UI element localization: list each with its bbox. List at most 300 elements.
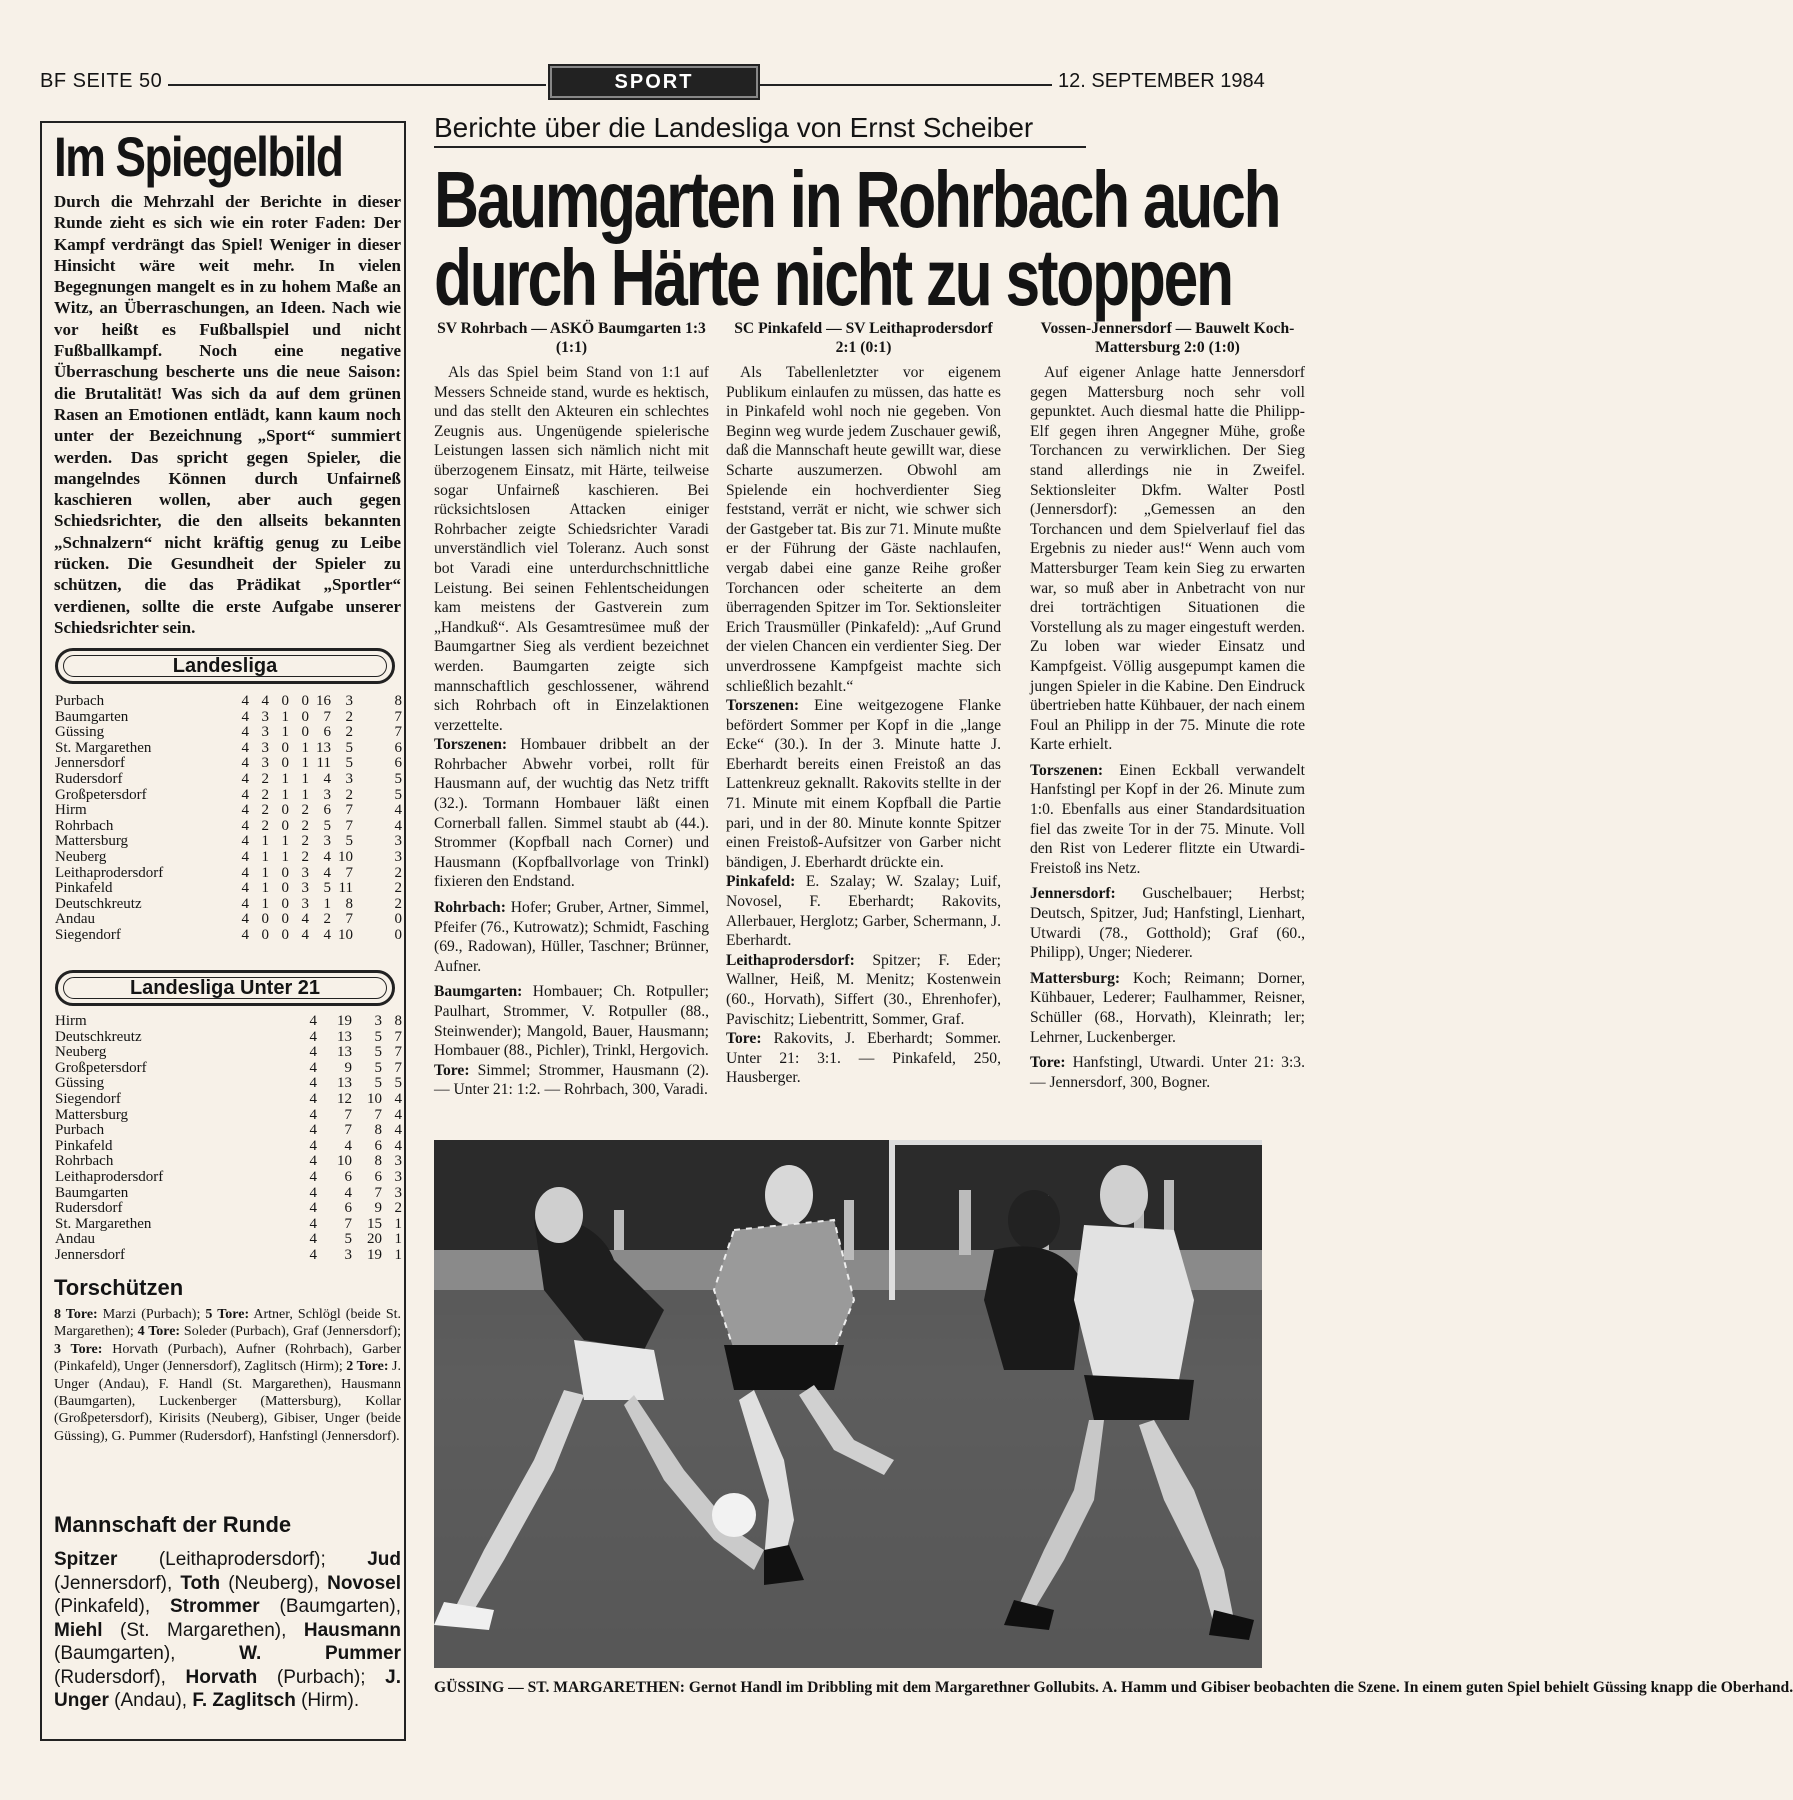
scorers-label: 4 Tore:	[137, 1324, 181, 1340]
table-cell: 4	[309, 1075, 317, 1092]
table-cell: 4	[394, 1137, 402, 1154]
team-name: Rohrbach	[55, 1153, 114, 1170]
table-cell: 8	[374, 1122, 382, 1139]
match-photo-illustration	[434, 1140, 1262, 1668]
table-cell: 4	[309, 1153, 317, 1170]
photo-caption	[434, 1678, 1793, 1698]
team-name: Rudersdorf	[55, 770, 123, 787]
table-cell: 1	[281, 833, 289, 850]
player-club: (Neuberg),	[220, 1572, 328, 1594]
table-cell: 2	[261, 802, 269, 819]
table-row	[55, 1092, 400, 1108]
table-cell: 1	[301, 786, 309, 803]
table-cell: 7	[345, 802, 353, 819]
table-cell: 3	[323, 786, 331, 803]
table-cell: 2	[345, 708, 353, 725]
table-cell: 0	[261, 911, 269, 928]
table-row	[55, 1154, 400, 1170]
team-name: Andau	[55, 911, 95, 928]
table-row	[55, 1030, 400, 1046]
headline-line-2: durch Härte nicht zu stoppen	[434, 233, 1232, 322]
table-cell: 7	[344, 1122, 352, 1139]
table-cell: 0	[394, 926, 402, 943]
team-name: Jennersdorf	[55, 1246, 125, 1263]
table-cell: 4	[241, 693, 249, 709]
table-cell: 4	[309, 1137, 317, 1154]
player-club: (Andau),	[108, 1690, 193, 1711]
table-cell: 9	[374, 1200, 382, 1217]
table-cell: 3	[394, 833, 402, 850]
team-name: Leithaprodersdorf	[55, 1168, 164, 1185]
table-cell: 7	[345, 817, 353, 834]
table-cell: 7	[374, 1184, 382, 1201]
caption-text: Gernot Handl im Dribbling mit dem Margarethner Gollubits. A. Hamm und Gibiser beobachten die Szene. In einem guten Spiel behielt Güssing knapp die Oberhand.	[684, 1679, 1793, 1696]
issue-date: 12. SEPTEMBER 1984	[1058, 70, 1265, 92]
table-cell: 6	[374, 1168, 382, 1185]
table-cell: 0	[281, 864, 289, 881]
table-cell: 7	[394, 708, 402, 725]
table-row	[55, 912, 400, 928]
table-cell: 7	[344, 1106, 352, 1123]
table-cell: 2	[301, 833, 309, 850]
report-text: Koch; Reimann; Dorner, Kühbauer, Lederer; Faulhammer, Reisner, Schüller (68., Horvath), Kleinrath; ler; Lehrner, Luckenberger.	[1030, 969, 1305, 1046]
table-cell: 4	[301, 926, 309, 943]
report-pinkafeld-leithaprodersdorf	[726, 319, 1001, 1088]
table-row	[55, 1123, 400, 1139]
table-cell: 5	[345, 833, 353, 850]
table-row	[55, 772, 400, 788]
report-text: Simmel; Strommer, Hausmann (2). — Unter 21: 1:2. — Rohrbach, 300, Varadi.	[434, 1061, 709, 1099]
report-label: Pinkafeld:	[726, 873, 796, 891]
editorial-title: Im Spiegelbild	[54, 125, 343, 188]
player-name: F. Zaglitsch	[192, 1690, 296, 1711]
table-cell: 7	[394, 1028, 402, 1045]
table-cell: 2	[261, 786, 269, 803]
section-label: SPORT	[548, 64, 760, 100]
u21-table	[55, 1014, 400, 1264]
table-cell: 5	[323, 880, 331, 897]
table-cell: 4	[323, 770, 331, 787]
table-cell: 13	[337, 1044, 352, 1061]
report-text: Hofer; Gruber, Artner, Simmel, Pfeifer (76., Kutrowatz); Schmidt, Fasching (69., Radowan), Hüller, Taschner; Brünner, Aufner.	[434, 899, 709, 975]
table-cell: 13	[337, 1075, 352, 1092]
table-cell: 7	[344, 1215, 352, 1232]
table-cell: 5	[394, 770, 402, 787]
scorers-title: Torschützen	[54, 1275, 184, 1300]
table-cell: 0	[281, 926, 289, 943]
editorial-body: Durch die Mehrzahl der Berichte in dieser Runde zieht es sich wie ein roter Faden: Der Kampf verdrängt das Spiel! Weniger in dieser Hinsicht wäre weit mehr. In vielen Begegnungen mangelt es in zu hohem Maße an Witz, an Überraschungen, an Ideen. Nach wie vor heißt es Fußballspiel und nicht Fußballkampf. Noch eine negative Überraschung bescherte uns die neue Saison: die Brutalität! Was sich da auf dem grünen Rasen an Emotionen entlädt, kann kaum noch unter der Bezeichnung „Sport“ summiert werden. Das spricht gegen Spieler, die mangelndes Können durch Unfairneß kaschieren wollen, aber auch gegen Schiedsrichter, die den allseits bekannten „Schnalzern“ nicht kräftig genug zu Leibe rücken. Die Gesundheit der Spieler zu schützen, die das Prädikat „Sportler“ verdienen, sollte die erste Aufgabe unserer Schiedsrichter sein.	[54, 192, 401, 637]
table-cell: 4	[344, 1184, 352, 1201]
table-cell: 0	[281, 895, 289, 912]
team-name: Großpetersdorf	[55, 1059, 147, 1076]
table-row	[55, 710, 400, 726]
table-cell: 2	[261, 817, 269, 834]
table-cell: 3	[394, 1184, 402, 1201]
player-name: W. Pummer	[239, 1643, 401, 1664]
table-cell: 4	[241, 802, 249, 819]
report-text: Hombauer dribbelt an der Rohrbacher Abwehr vorbei, rollt für Hausmann auf, der wuchtig das Netz trifft (32.). Tormann Hombauer läßt einen Cornerball fallen. Simmel staubt ab (44.). Strommer (Kopfball nach Corner) und Hausmann (Kopfballvorlage von Trinkl) fixieren den Endstand.	[434, 736, 709, 891]
team-name: Rohrbach	[55, 817, 114, 834]
table-cell: 0	[281, 911, 289, 928]
table-cell: 4	[309, 1059, 317, 1076]
table-cell: 4	[309, 1028, 317, 1045]
table-cell: 4	[309, 1184, 317, 1201]
table-row	[55, 819, 400, 835]
table-cell: 20	[367, 1231, 382, 1248]
scorers-text: Marzi (Purbach);	[97, 1307, 206, 1322]
team-name: Jennersdorf	[55, 755, 125, 772]
table-cell: 6	[323, 724, 331, 741]
table-row	[55, 1232, 400, 1248]
table-cell: 3	[344, 1246, 352, 1263]
table-cell: 4	[309, 1215, 317, 1232]
table-cell: 1	[261, 864, 269, 881]
table-cell: 6	[344, 1200, 352, 1217]
table-cell: 4	[309, 1200, 317, 1217]
report-label: Jennersdorf:	[1030, 885, 1116, 903]
table-cell: 4	[309, 1013, 317, 1029]
report-jennersdorf-mattersburg	[1030, 319, 1305, 1092]
player-name: Novosel	[327, 1572, 402, 1594]
report-label: Tore:	[1030, 1054, 1066, 1072]
scorers-label: 2 Tore:	[346, 1359, 389, 1375]
table-cell: 4	[241, 786, 249, 803]
table-cell: 0	[301, 708, 309, 725]
table-cell: 7	[394, 724, 402, 741]
table-cell: 0	[281, 817, 289, 834]
table-cell: 11	[316, 755, 331, 772]
report-label: Tore:	[434, 1061, 470, 1079]
table-cell: 4	[344, 1137, 352, 1154]
table-cell: 8	[345, 895, 353, 912]
table-cell: 6	[323, 802, 331, 819]
team-name: Baumgarten	[55, 1184, 129, 1201]
report-label: Tore:	[726, 1030, 762, 1048]
table-cell: 3	[301, 880, 309, 897]
table-cell: 2	[261, 770, 269, 787]
scorers-text: Horvath (Purbach), Aufner (Rohrbach), Garber (Pinkafeld), Unger (Jennersdorf), Zaglitsch (Hirm);	[54, 1341, 401, 1375]
report-text: Rakovits, J. Eberhardt; Sommer. Unter 21: 3:1. — Pinkafeld, 250, Hausberger.	[726, 1030, 1001, 1087]
table-cell: 3	[394, 848, 402, 865]
table-row	[55, 1014, 400, 1030]
table-cell: 3	[374, 1013, 382, 1029]
table-cell: 7	[394, 1044, 402, 1061]
table-cell: 4	[241, 755, 249, 772]
table-cell: 2	[394, 880, 402, 897]
team-name: Pinkafeld	[55, 880, 113, 897]
table-cell: 5	[345, 739, 353, 756]
report-paragraph: Als das Spiel beim Stand von 1:1 auf Messers Schneide stand, wurde es hektisch, und das stellt den Akteuren ein schlechtes Zeugnis aus. Ungenügende spielerische Leistungen lassen sich nämlich nicht mit überzogenem Einsatz, mit Härte, teilweise sogar Unfairneß kaschieren. Bei rücksichtslosen Attacken einiger Rohrbacher zeigte Schiedsrichter Varadi unverständlich viel Toleranz. Auch sonst bot Varadi eine unterdurchschnittliche Leistung. Bei seinen Fehlentscheidungen kam meistens der Gastverein zum „Handkuß“. Als Gesamtresümee muß der Baumgartner Sieg als verdient bezeichnet werden. Baumgarten zeigte sich mannschaftlich geschlossener, während sich Rohrbach oft in Einzelaktionen verzettelte.	[434, 364, 709, 734]
table-cell: 4	[241, 817, 249, 834]
table-cell: 3	[323, 833, 331, 850]
landesliga-table	[55, 694, 400, 944]
header-rule-left	[168, 84, 546, 86]
team-name: Neuberg	[55, 1044, 107, 1061]
table-row	[55, 803, 400, 819]
table-row	[55, 897, 400, 913]
table-cell: 10	[338, 848, 353, 865]
table-cell: 7	[374, 1106, 382, 1123]
table-cell: 1	[301, 739, 309, 756]
table-cell: 9	[344, 1059, 352, 1076]
table-cell: 0	[281, 693, 289, 709]
report-label: Torszenen:	[1030, 761, 1104, 779]
table-cell: 4	[241, 739, 249, 756]
table-cell: 4	[309, 1090, 317, 1107]
team-name: Rudersdorf	[55, 1200, 123, 1217]
table-cell: 5	[344, 1231, 352, 1248]
table-cell: 15	[367, 1215, 382, 1232]
table-cell: 6	[344, 1168, 352, 1185]
report-heading: SV Rohrbach — ASKÖ Baumgarten 1:3 (1:1)	[437, 320, 706, 356]
scorers-label: 5 Tore:	[205, 1307, 250, 1322]
team-name: Deutschkreutz	[55, 1028, 142, 1045]
table-cell: 0	[281, 739, 289, 756]
report-label: Torszenen:	[726, 697, 800, 715]
table-cell: 6	[394, 755, 402, 772]
team-name: Neuberg	[55, 848, 107, 865]
table-cell: 5	[374, 1044, 382, 1061]
table-cell: 1	[301, 770, 309, 787]
table-cell: 2	[394, 864, 402, 881]
table-cell: 19	[367, 1246, 382, 1263]
report-text: E. Szalay; W. Szalay; Luif, Novosel, F. Eberhardt; Rakovits, Allerbauer, Herglotz; Garber, Schermann, J. Eberhardt.	[726, 873, 1001, 950]
table-cell: 1	[394, 1231, 402, 1248]
headline-line-1: Baumgarten in Rohrbach auch	[434, 155, 1280, 244]
table-cell: 4	[241, 911, 249, 928]
report-paragraph: Als Tabellenletzter vor eigenem Publikum einlaufen zu müssen, das hatte es in Pinkafeld wohl noch nie gegeben. Von Beginn weg wurde jedem Zuschauer gewiß, daß die Mannschaft heute gewillt war, diese Scharte auszumerzen. Obwohl am Spielende ein hochverdienter Sieg feststand, verrät er nicht, wie schwer sich der Gastgeber tat. Bis zur 71. Minute mußte er der Führung der Gäste nachlaufen, vergab dabei eine ganze Reihe großer Torchancen oder scheiterte an dem überragenden Spitzer im Tor. Sektionsleiter Erich Trausmüller (Pinkafeld): „Auf Grund der vielen Chancen ein verdienter Sieg. Der unverdrossene Kampfgeist machte sich schließlich bezahlt.“	[726, 364, 1001, 695]
table-row	[55, 788, 400, 804]
table-cell: 4	[241, 724, 249, 741]
report-text: Einen Eckball verwandelt Hanfstingl per Kopf in der 26. Minute zum 1:0. Ebenfalls aus einer Standardsituation fiel das zweite Tor in der 75. Minute. Voll den Rist von Lederer flitzte ein Utwardi-Freistoß ins Netz.	[1030, 761, 1305, 877]
table-cell: 2	[301, 848, 309, 865]
table-cell: 2	[301, 802, 309, 819]
table-row	[55, 1076, 400, 1092]
table-row	[55, 1108, 400, 1124]
report-label: Leithaprodersdorf:	[726, 951, 855, 969]
table-row	[55, 1201, 400, 1217]
table-cell: 8	[394, 693, 402, 709]
team-name: Güssing	[55, 1075, 105, 1092]
table-cell: 4	[241, 926, 249, 943]
player-club: (St. Margarethen),	[102, 1619, 304, 1641]
table-cell: 5	[323, 817, 331, 834]
table-row	[55, 928, 400, 944]
table-cell: 8	[374, 1153, 382, 1170]
player-club: (Jennersdorf),	[54, 1572, 181, 1594]
table-cell: 5	[374, 1059, 382, 1076]
table-cell: 13	[316, 739, 331, 756]
table-cell: 4	[309, 1231, 317, 1248]
table-cell: 4	[261, 693, 269, 709]
table-cell: 4	[394, 1106, 402, 1123]
table-cell: 1	[281, 708, 289, 725]
table-cell: 6	[394, 739, 402, 756]
table-cell: 3	[261, 755, 269, 772]
table-row	[55, 1045, 400, 1061]
table-cell: 3	[261, 739, 269, 756]
team-name: Andau	[55, 1231, 95, 1248]
player-name: J. Unger	[54, 1666, 401, 1711]
table-cell: 1	[261, 848, 269, 865]
table-row	[55, 1248, 400, 1264]
table-cell: 1	[261, 880, 269, 897]
table-cell: 2	[301, 817, 309, 834]
match-photo	[434, 1140, 1262, 1668]
table-cell: 4	[309, 1246, 317, 1263]
table-cell: 4	[241, 708, 249, 725]
table-cell: 4	[241, 895, 249, 912]
report-text: Guschelbauer; Herbst; Deutsch, Spitzer, Jud; Hanfstingl, Lienhart, Utwardi (78., Gotthold); Graf (60., Philipp), Unger; Niederer.	[1030, 885, 1305, 962]
scorers-text: J. Unger (Andau), F. Handl (St. Margarethen), Hausmann (Baumgarten), Luckenberger (Mattersburg), Kollar (Großpetersdorf), Kirisits (Neuberg), Gibiser, Unger (beide Güssing), G. Pummer (Rudersdorf), Hanfstingl (Jennersdorf).	[54, 1359, 401, 1444]
player-name: Spitzer	[54, 1549, 118, 1570]
report-text: Spitzer; F. Eder; Wallner, Heiß, M. Menitz; Kostenwein (60., Horvath), Siffert (30., Ehrenhofer), Pavischitz; Liebentritt, Sommer, Graf.	[726, 951, 1001, 1028]
report-label: Baumgarten:	[434, 983, 523, 1001]
report-label: Torszenen:	[434, 736, 508, 754]
table-cell: 4	[394, 1090, 402, 1107]
table-cell: 10	[337, 1153, 352, 1170]
table-cell: 4	[309, 1044, 317, 1061]
player-club: (Rudersdorf),	[54, 1666, 186, 1688]
table-cell: 3	[301, 864, 309, 881]
table-cell: 4	[323, 848, 331, 865]
table-cell: 10	[367, 1090, 382, 1107]
team-name: Pinkafeld	[55, 1137, 113, 1154]
team-name: Deutschkreutz	[55, 895, 142, 912]
report-heading: SC Pinkafeld — SV Leithaprodersdorf 2:1 (0:1)	[734, 320, 993, 356]
report-clip	[1018, 319, 1305, 1124]
table-cell: 3	[261, 724, 269, 741]
table-cell: 3	[345, 693, 353, 709]
table-row	[55, 866, 400, 882]
player-club: (Purbach);	[257, 1666, 386, 1688]
scorers-label: 8 Tore:	[54, 1307, 98, 1322]
report-paragraph: Auf eigener Anlage hatte Jennersdorf gegen Mattersburg noch sehr voll gepunktet. Auch diesmal hatte die Philipp-Elf gegen ihren Angegner Mühe, große Torchancen zu verwirklichen. Der Sieg stand allerdings nie in Zweifel. Sektionsleiter Dkfm. Walter Postl (Jennersdorf): „Gemessen an den Torchancen und dem Spielverlauf fiel das Ergebnis zu nieder aus!“ Wenn auch vom Mattersburger Team kein Sieg zu erwarten war, so muß aber in Anbetracht von nur drei torträchtigen Situationen die Vorstellung als zu mager eingestuft werden. Zu loben war wieder Einsatz und Kampfgeist. Völlig ausgepumpt kamen die jungen Spieler in die Kabine. Den Eindruck übertrieben hatte Kühbauer, der nach einem Foul an Philipp in der 75. Minute die rote Karte erhielt.	[1030, 364, 1305, 754]
table-cell: 4	[394, 817, 402, 834]
table-row	[55, 1170, 400, 1186]
table-row	[55, 1139, 400, 1155]
table-cell: 4	[241, 833, 249, 850]
table-row	[55, 725, 400, 741]
team-name: Siegendorf	[55, 926, 121, 943]
report-text: Hanfstingl, Utwardi. Unter 21: 3:3. — Jennersdorf, 300, Bogner.	[1030, 1054, 1305, 1091]
table-row	[55, 1186, 400, 1202]
table-cell: 1	[281, 724, 289, 741]
table-cell: 8	[394, 1013, 402, 1029]
player-club: (Baumgarten),	[54, 1643, 240, 1664]
table-cell: 4	[309, 1106, 317, 1123]
player-club: (Leithaprodersdorf);	[117, 1549, 368, 1570]
table-cell: 5	[345, 755, 353, 772]
table-row	[55, 694, 400, 710]
table-cell: 5	[374, 1075, 382, 1092]
table-cell: 4	[241, 770, 249, 787]
table-cell: 1	[281, 786, 289, 803]
team-name: St. Margarethen	[55, 739, 152, 756]
table-cell: 10	[338, 926, 353, 943]
table-cell: 2	[345, 786, 353, 803]
table-cell: 4	[394, 1122, 402, 1139]
table-cell: 0	[281, 880, 289, 897]
table-cell: 3	[345, 770, 353, 787]
table-cell: 3	[394, 1153, 402, 1170]
landesliga-table-title: Landesliga	[55, 648, 395, 684]
table-cell: 1	[323, 895, 331, 912]
table-cell: 0	[301, 693, 309, 709]
table-cell: 4	[309, 1168, 317, 1185]
report-label: Rohrbach:	[434, 899, 506, 917]
table-row	[55, 881, 400, 897]
report-text: Eine weitgezogene Flanke befördert Sommer per Kopf in die „lange Ecke“ (30.). In der 3. Minute hatte J. Eberhardt bereits einen Freistoß an das Lattenkreuz geknallt. Rakovits stellte in der 71. Minute mit einem Kopfball die Partie pari, und in der 80. Minute konnte Spitzer einen Freistoß-Aufsitzer von Garber nicht bändigen, J. Eberhardt drückte ein.	[726, 697, 1001, 871]
table-cell: 1	[261, 833, 269, 850]
u21-table-title: Landesliga Unter 21	[55, 970, 395, 1006]
table-cell: 7	[394, 1059, 402, 1076]
table-cell: 0	[301, 724, 309, 741]
team-name: Hirm	[55, 802, 87, 819]
table-cell: 7	[345, 864, 353, 881]
table-cell: 0	[281, 802, 289, 819]
player-club: (Baumgarten),	[259, 1596, 401, 1617]
header-rule-right	[760, 84, 1052, 86]
table-row	[55, 756, 400, 772]
table-cell: 4	[323, 864, 331, 881]
table-cell: 4	[323, 926, 331, 943]
team-name: Purbach	[55, 1122, 105, 1139]
report-heading: Vossen-Jennersdorf — Bauwelt Koch-Mattersburg 2:0 (1:0)	[1040, 320, 1295, 356]
table-row	[55, 1061, 400, 1077]
table-cell: 1	[394, 1246, 402, 1263]
table-cell: 4	[241, 880, 249, 897]
scorers-list	[54, 1306, 401, 1445]
team-name: Mattersburg	[55, 1106, 129, 1123]
table-cell: 0	[261, 926, 269, 943]
team-name: Hirm	[55, 1013, 87, 1029]
table-cell: 0	[394, 911, 402, 928]
table-cell: 5	[394, 786, 402, 803]
player-club: (Hirm).	[295, 1690, 360, 1711]
table-cell: 4	[241, 864, 249, 881]
scorers-label: 3 Tore:	[54, 1341, 103, 1357]
caption-label: GÜSSING — ST. MARGARETHEN:	[434, 1679, 685, 1696]
team-name: Güssing	[55, 724, 105, 741]
table-cell: 0	[281, 755, 289, 772]
player-name: Hausmann	[303, 1619, 401, 1641]
table-cell: 1	[394, 1215, 402, 1232]
table-cell: 2	[323, 911, 331, 928]
table-cell: 7	[323, 708, 331, 725]
table-cell: 11	[338, 880, 353, 897]
player-name: Toth	[180, 1572, 221, 1594]
table-cell: 2	[394, 1200, 402, 1217]
table-cell: 19	[337, 1013, 352, 1029]
table-row	[55, 741, 400, 757]
team-name: St. Margarethen	[55, 1215, 152, 1232]
table-cell: 5	[374, 1028, 382, 1045]
article-kicker: Berichte über die Landesliga von Ernst Scheiber	[434, 112, 1034, 143]
kicker-rule	[434, 146, 1086, 148]
team-name: Mattersburg	[55, 833, 129, 850]
table-cell: 1	[281, 848, 289, 865]
table-cell: 5	[394, 1075, 402, 1092]
report-text: Hombauer; Ch. Rotpuller; Paulhart, Strommer, V. Rotpuller (88., Steinwender); Mangold, Bauer, Hausmann; Hombauer (88., Pichler), Trinkl, Hergovich.	[434, 983, 709, 1060]
report-label: Mattersburg:	[1030, 969, 1121, 987]
table-row	[55, 850, 400, 866]
team-name: Baumgarten	[55, 708, 129, 725]
team-name: Purbach	[55, 693, 105, 709]
scorers-text: Artner, Schlögl (beide St. Margarethen);	[54, 1307, 401, 1340]
table-row	[55, 834, 400, 850]
table-cell: 7	[345, 911, 353, 928]
